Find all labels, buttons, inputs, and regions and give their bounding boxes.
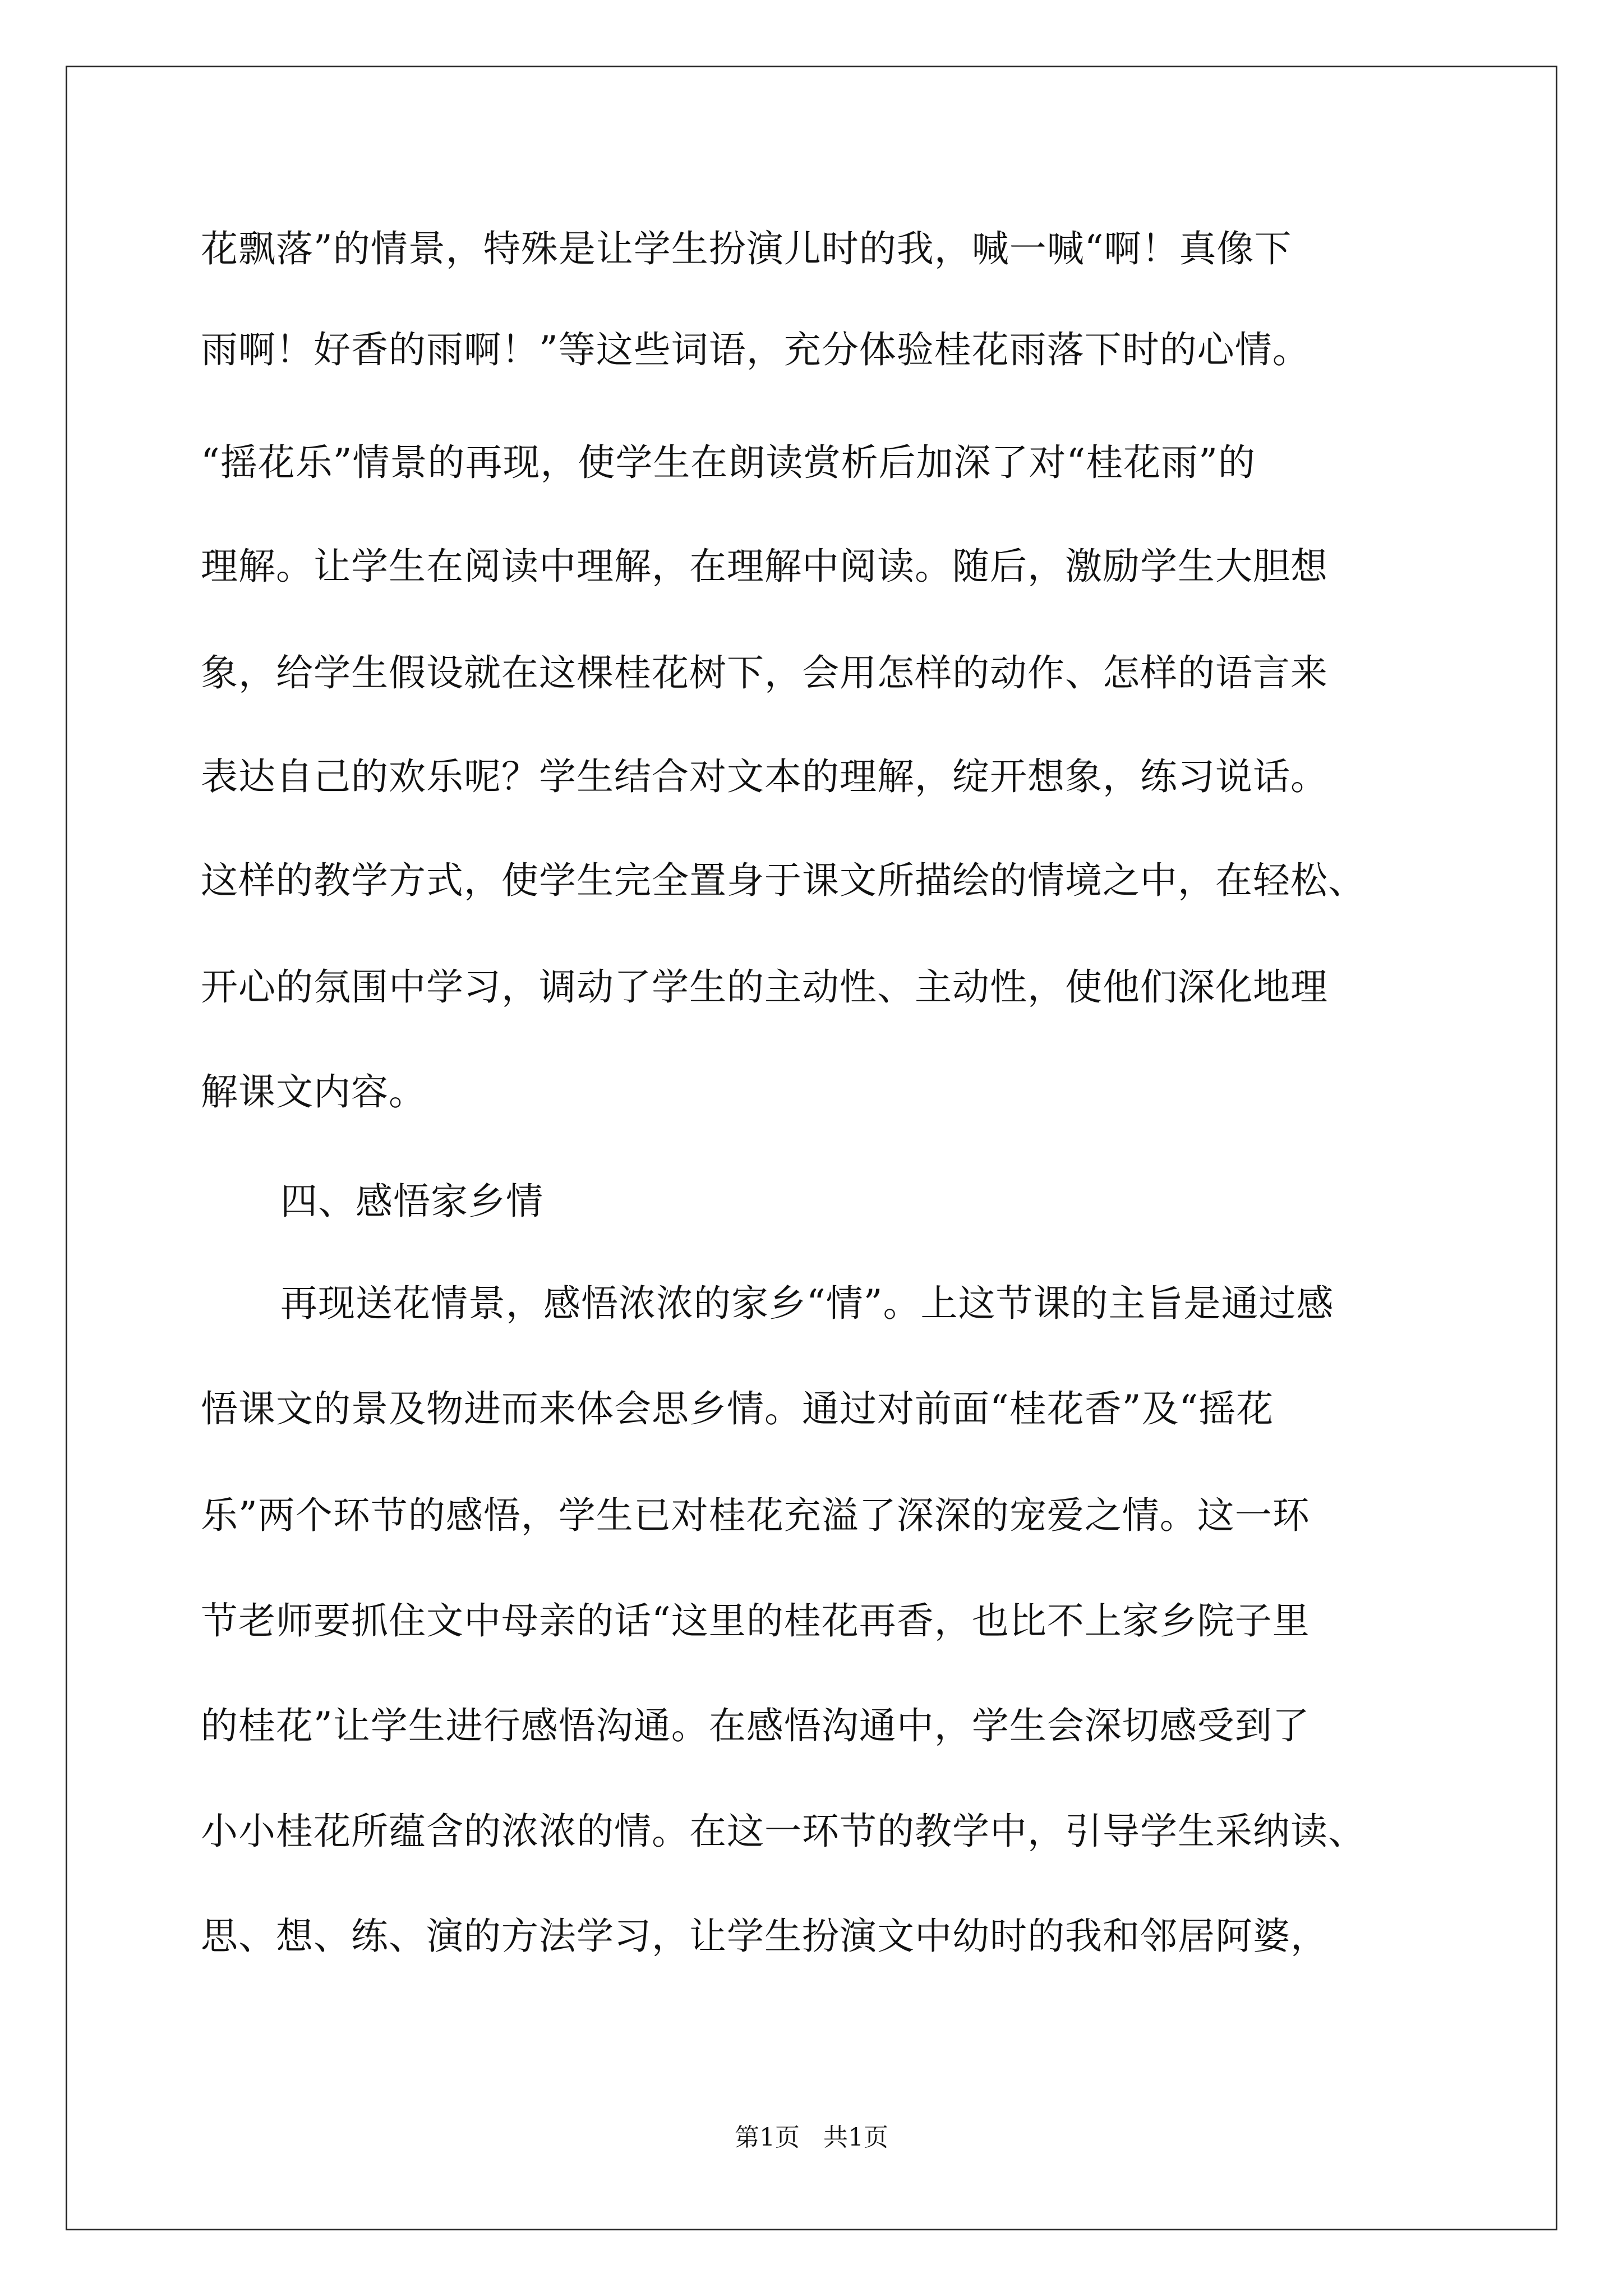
body-line-4: 理解。让学生在阅读中理解，在理解中阅读。随后，激励学生大胆想 (201, 545, 1328, 588)
body-line-15: 的桂花”让学生进行感悟沟通。在感悟沟通中，学生会深切感受到了 (201, 1704, 1310, 1747)
body-line-12: 悟课文的景及物进而来体会思乡情。通过对前面“桂花香”及“摇花 (201, 1387, 1274, 1430)
body-line-16: 小小桂花所蕴含的浓浓的情。在这一环节的教学中，引导学生采纳读、 (201, 1810, 1366, 1853)
page-frame (66, 66, 1557, 2230)
body-line-1: 花飘落”的情景，特殊是让学生扮演儿时的我，喊一喊“啊！真像下 (201, 227, 1292, 270)
body-line-9: 解课文内容。 (201, 1070, 426, 1114)
body-line-13: 乐”两个环节的感悟，学生已对桂花充溢了深深的宠爱之情。这一环 (201, 1494, 1310, 1537)
page-number-footer: 第1页 共1页 (735, 2123, 888, 2152)
body-line-11: 再现送花情景，感悟浓浓的家乡“情”。上这节课的主旨是通过感 (280, 1282, 1334, 1325)
body-line-7: 这样的教学方式，使学生完全置身于课文所描绘的情境之中，在轻松、 (201, 859, 1366, 902)
body-line-3: “摇花乐”情景的再现，使学生在朗读赏析后加深了对“桂花雨”的 (201, 441, 1256, 484)
body-line-5: 象，给学生假设就在这棵桂花树下，会用怎样的动作、怎样的语言来 (201, 651, 1328, 694)
body-line-14: 节老师要抓住文中母亲的话“这里的桂花再香，也比不上家乡院子里 (201, 1599, 1310, 1642)
body-line-8: 开心的氛围中学习，调动了学生的主动性、主动性，使他们深化地理 (201, 965, 1328, 1009)
body-line-6: 表达自己的欢乐呢？学生结合对文本的理解，绽开想象，练习说话。 (201, 755, 1328, 798)
section-heading: 四、感悟家乡情 (280, 1180, 543, 1223)
body-line-2: 雨啊！好香的雨啊！”等这些词语，充分体验桂花雨落下时的心情。 (201, 328, 1310, 371)
body-line-17: 思、想、练、演的方法学习，让学生扮演文中幼时的我和邻居阿婆， (201, 1915, 1328, 1958)
